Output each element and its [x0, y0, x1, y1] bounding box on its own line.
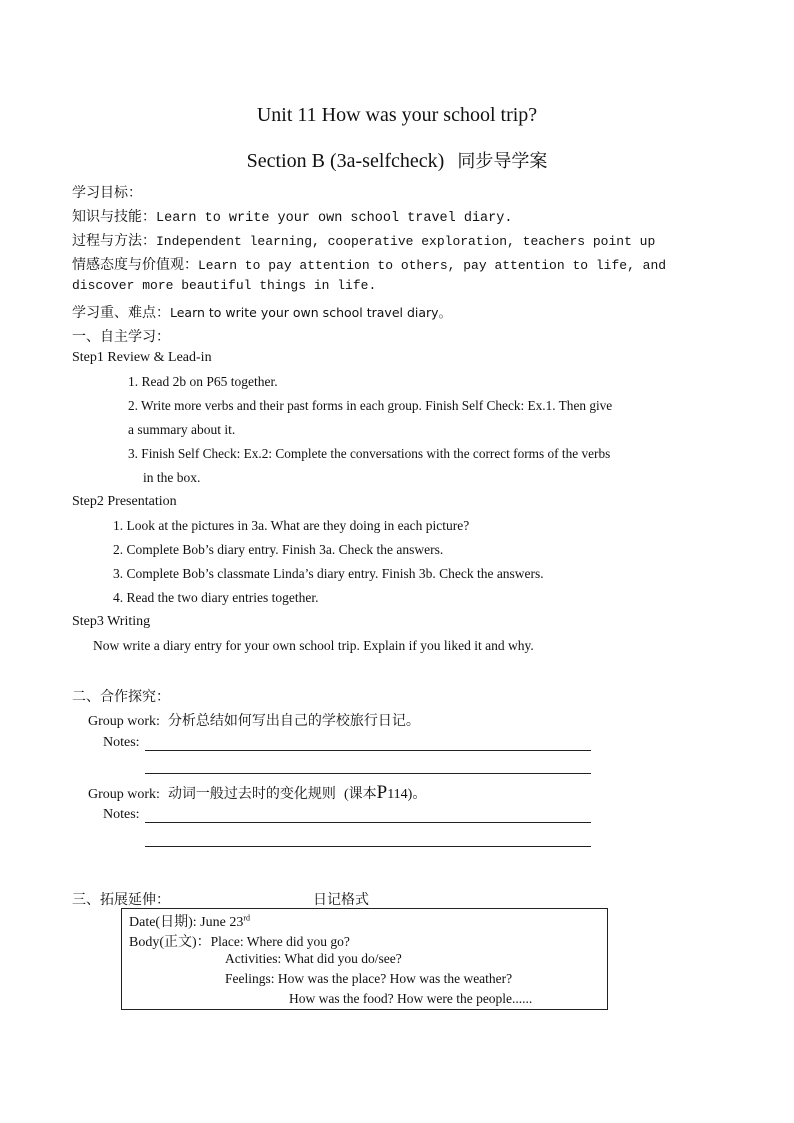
group-work-task: 分析总结如何写出自己的学校旅行日记。 — [167, 713, 420, 729]
key-label: 学习重、难点： — [72, 305, 170, 321]
objective-emotion — [72, 254, 666, 274]
knowledge-label: 知识与技能： — [72, 209, 156, 225]
process-text: Independent learning, cooperative exploration, teachers point up — [156, 234, 656, 249]
date-sup: rd — [243, 913, 250, 923]
emotion-text: Learn to pay attention to others, pay attention to life, and — [198, 258, 667, 273]
notes-label: Notes: — [103, 807, 140, 822]
objective-key — [72, 302, 451, 322]
extension-heading: 三、拓展延伸： — [72, 892, 170, 908]
self-study-heading: 一、自主学习： — [72, 329, 170, 345]
feelings-line: Feelings: How was the place? How was the weather? — [225, 971, 513, 986]
page-title: Unit 11 How was your school trip? — [256, 104, 538, 126]
key-text: Learn to write your own school travel diary。 — [170, 305, 452, 320]
group-work-label: Group work: — [88, 787, 160, 802]
objectives-heading: 学习目标： — [72, 185, 142, 201]
step1-item: a summary about it. — [128, 422, 236, 437]
notes-line — [145, 773, 591, 774]
textbook-ref-open: (课本 — [343, 787, 377, 802]
page-subtitle — [0, 147, 794, 173]
objective-process — [72, 230, 655, 250]
feelings-line-2: How was the food? How were the people...... — [289, 991, 533, 1006]
group-work-1 — [88, 710, 420, 730]
step2-heading: Step2 Presentation — [72, 494, 177, 509]
notes-line — [145, 822, 591, 823]
process-label: 过程与方法： — [72, 233, 156, 249]
notes-label: Notes: — [103, 735, 140, 750]
group-work-task: 动词一般过去时的变化规则 — [167, 786, 336, 802]
textbook-ref-page: 114)。 — [387, 787, 427, 802]
objective-knowledge — [72, 206, 512, 226]
notes-line — [145, 846, 591, 847]
step1-item: 3. Finish Self Check: Ex.2: Complete the conversations with the correct forms of the verbs — [128, 446, 611, 461]
body-label: Body(正文)： — [129, 935, 211, 950]
textbook-ref-p: P — [376, 782, 388, 803]
step1-item: in the box. — [143, 470, 201, 485]
date-label: Date(日期): — [129, 915, 197, 930]
cooperation-heading: 二、合作探究： — [72, 689, 170, 705]
diary-body — [129, 931, 350, 951]
step2-item: 3. Complete Bob’s classmate Linda’s diary entry. Finish 3b. Check the answers. — [113, 566, 544, 581]
group-work-2 — [88, 782, 426, 804]
date-value: June 23 — [200, 915, 244, 930]
emotion-text-cont: discover more beautiful things in life. — [72, 278, 377, 293]
notes-line — [145, 750, 591, 751]
knowledge-text: Learn to write your own school travel diary. — [156, 211, 513, 226]
emotion-label: 情感态度与价值观： — [72, 257, 198, 273]
step2-item: 4. Read the two diary entries together. — [113, 590, 319, 605]
step1-item: 2. Write more verbs and their past forms in each group. Finish Self Check: Ex.1. Then give — [128, 398, 613, 413]
diary-format-title: 日记格式 — [313, 892, 369, 908]
subtitle-en: Section B (3a-selfcheck) — [246, 150, 445, 172]
step1-heading: Step1 Review & Lead-in — [72, 350, 212, 365]
activities-line: Activities: What did you do/see? — [225, 951, 402, 966]
step3-heading: Step3 Writing — [72, 614, 151, 629]
step1-item: 1. Read 2b on P65 together. — [128, 374, 278, 389]
step3-text: Now write a diary entry for your own school trip. Explain if you liked it and why. — [93, 638, 534, 653]
group-work-label: Group work: — [88, 714, 160, 729]
step2-item: 2. Complete Bob’s diary entry. Finish 3a. Check the answers. — [113, 542, 444, 557]
diary-date — [129, 911, 250, 931]
place-line: Place: Where did you go? — [210, 934, 350, 949]
subtitle-cn: 同步导学案 — [457, 151, 548, 172]
step2-item: 1. Look at the pictures in 3a. What are they doing in each picture? — [113, 518, 470, 533]
